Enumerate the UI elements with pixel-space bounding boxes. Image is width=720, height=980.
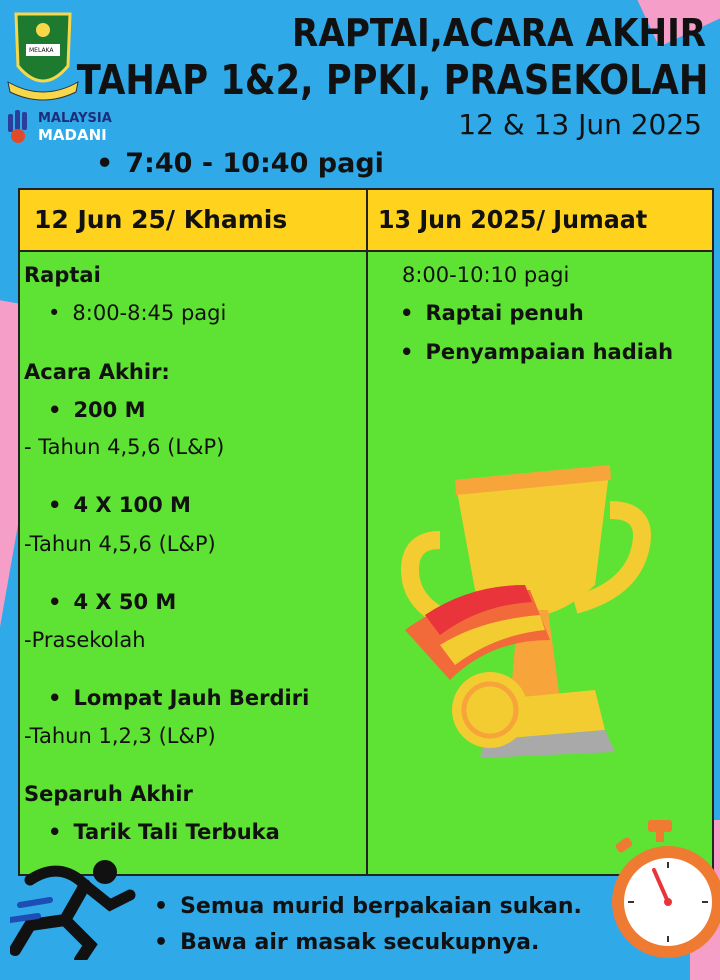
title-line2: TAHAP 1&2, PPKI, PRASEKOLAH: [76, 56, 708, 104]
right-time: 8:00-10:10 pagi: [402, 263, 570, 287]
left-day-heading: 12 Jun 25/ Khamis: [34, 205, 288, 234]
raptai-time: • 8:00-8:45 pagi: [48, 303, 226, 324]
event-group-200m: - Tahun 4,5,6 (L&P): [24, 435, 225, 459]
event-name-4x50m: • 4 X 50 M: [48, 592, 176, 613]
madani-hand-icon: [6, 110, 34, 144]
event-group-4x50m: -Prasekolah: [24, 628, 146, 652]
madani-logo: [6, 108, 126, 148]
event-group-lompat-jauh: -Tahun 1,2,3 (L&P): [24, 724, 216, 748]
school-crest-label: MELAKA: [29, 47, 54, 54]
right-day-heading: 13 Jun 2025/ Jumaat: [378, 205, 648, 234]
event-name-200m: • 200 M: [48, 400, 145, 421]
event-group-4x100m: -Tahun 4,5,6 (L&P): [24, 532, 216, 556]
separuh-akhir-event: • Tarik Tali Terbuka: [48, 822, 280, 843]
separuh-akhir-label: Separuh Akhir: [24, 782, 193, 806]
title-line1: RAPTAI,ACARA AKHIR: [291, 11, 706, 55]
runner-icon: [10, 850, 140, 960]
raptai-label: Raptai: [24, 263, 101, 287]
event-name-4x100m: • 4 X 100 M: [48, 495, 191, 516]
madani-line1: MALAYSIA: [38, 111, 112, 126]
madani-line2: MADANI: [38, 126, 107, 144]
event-date: 12 & 13 Jun 2025: [458, 108, 702, 141]
school-crest-logo: [6, 4, 80, 104]
stopwatch-icon: [606, 818, 720, 960]
trophy-medal-illustration: [400, 440, 660, 770]
note-pakaian-sukan: • Semua murid berpakaian sukan.: [154, 896, 582, 918]
right-item-raptai-penuh: • Raptai penuh: [400, 303, 584, 324]
event-name-lompat-jauh: • Lompat Jauh Berdiri: [48, 688, 309, 709]
right-item-penyampaian-hadiah: • Penyampaian hadiah: [400, 342, 673, 363]
event-time: • 7:40 - 10:40 pagi: [96, 150, 384, 177]
acara-akhir-label: Acara Akhir:: [24, 360, 170, 384]
note-air-masak: • Bawa air masak secukupnya.: [154, 932, 539, 954]
